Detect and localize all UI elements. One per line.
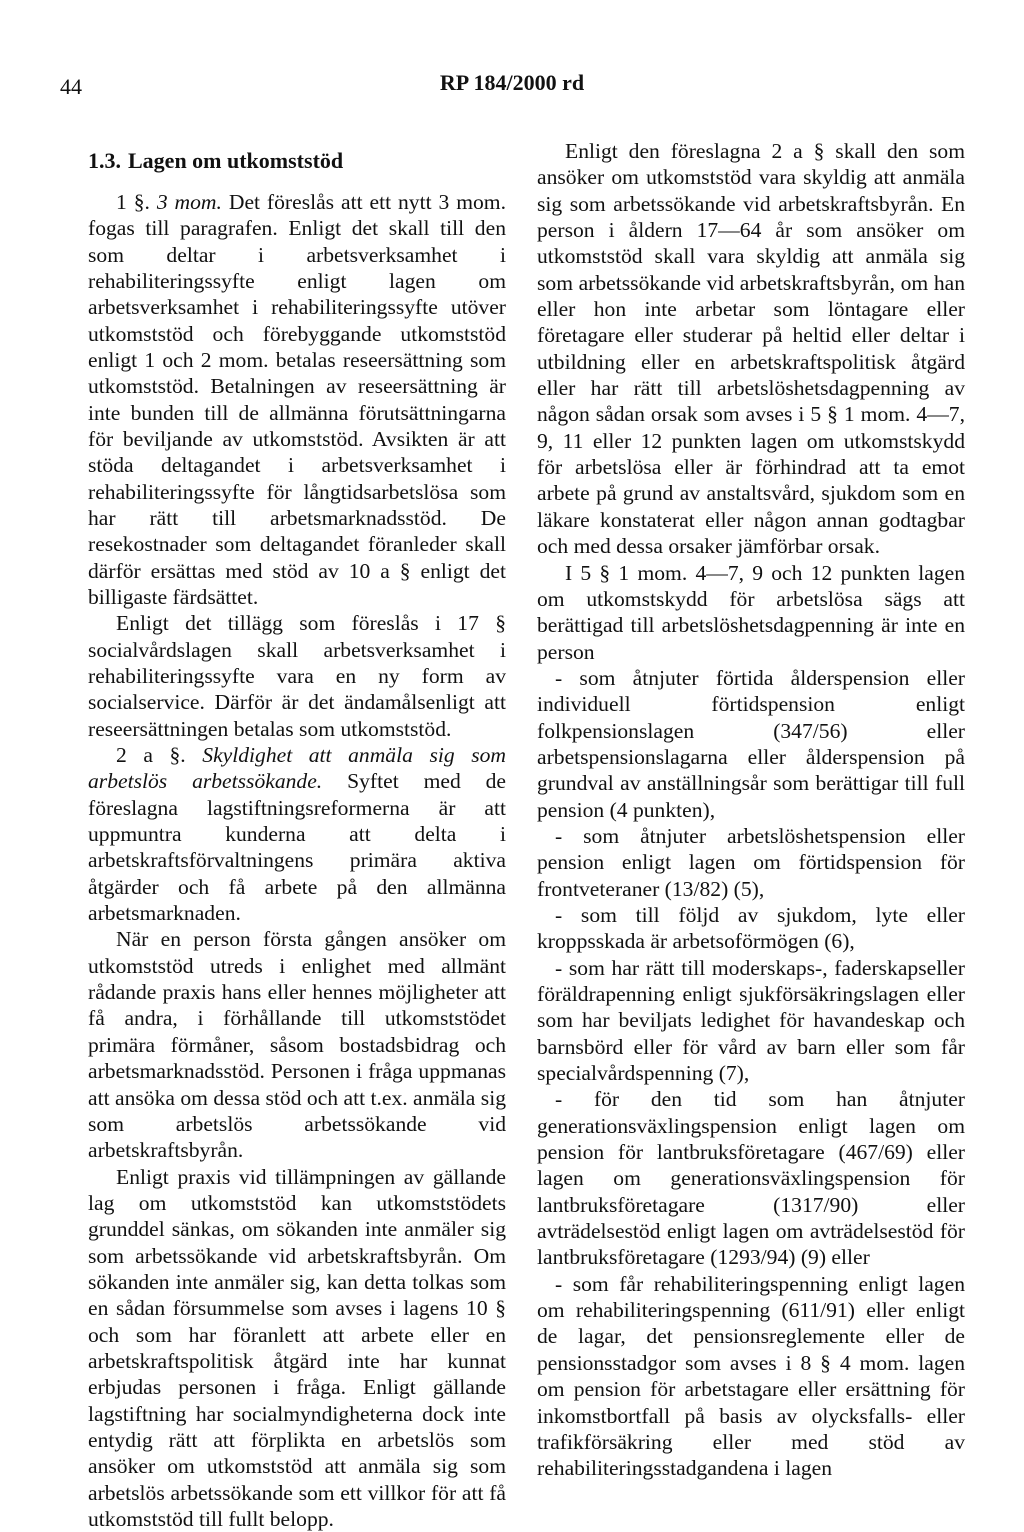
paragraph: Enligt den föreslagna 2 a § skall den som ansöker om utkomststöd vara skyldig att anmäla sig som arbetssökande vid arbetskraftsbyrån. En person i åldern 17—64 år som ansöker om utkomststöd skall vara skyldig att anmäla sig som arbetssökande vid arbetskraftsbyrån, om han eller hon inte arbetar som löntagare eller företagare eller studerar på heltid eller deltar i utbildning eller en arbetskraftspolitisk åtgärd eller har rätt till arbetslöshetsdagpenning av någon sådan orsak som avses i 5 § 1 mom. 4—7, 9, 11 eller 12 punkten lagen om utkomstskydd för arbetslösa eller är förhindrad att ta emot arbete på grund av anstaltsvård, sjukdom som en läkare konstaterat eller någon annan godtagbar och med dessa orsaker jämförbar orsak. (537, 139, 965, 559)
paragraph (88, 742, 506, 926)
paragraph-italic: Skyldighet att anmäla sig som arbetslös arbetssökande. (88, 743, 507, 794)
page-number: 44 (60, 74, 82, 99)
paragraph-prefix: 1 §. (116, 189, 150, 214)
right-column (537, 138, 965, 1482)
list-item: - som åtnjuter förtida ålderspension eller individuell förtidspension enligt folkpensionslagen (347/56) eller arbetspensionslagarna eller ålderspension på grundval av anställningsår som berättigar till full pension (4 punkten), (537, 665, 965, 822)
list-item: - som åtnjuter arbetslöshetspension eller pension enligt lagen om förtidspension för frontveteraner (13/82) (5), (537, 823, 965, 901)
list-item: - som får rehabiliteringspenning enligt lagen om rehabiliteringspenning (611/91) eller enligt de lagar, det pensionsreglemente eller de pensionsstadgor som avses i 8 § 4 mom. lagen om pension för arbetstagare eller ersättning för inkomstbortfall på basis av olycksfalls- eller trafikförsäkring eller med stöd av rehabiliteringsstadgandena i lagen (537, 1271, 965, 1481)
paragraph: I 5 § 1 mom. 4—7, 9 och 12 punkten lagen om utkomstskydd för arbetslösa sägs att berättigad till arbetslöshetsdagpenning är inte en person (537, 560, 965, 664)
paragraph-text: Det föreslås att ett nytt 3 mom. fogas till paragrafen. Enligt det skall till den som deltar i arbetsverksamhet i rehabiliteringssyfte enligt lagen om arbetsverksamhet i rehabiliteringssyfte utöver utkomststöd och förebyggande utkomststöd enligt 1 och 2 mom. betalas reseersättning som utkomststöd. Betalningen av reseersättning är inte bunden till de allmänna förutsättningarna för beviljande av utkomststöd. Avsikten är att stöda deltagandet i arbetsverksamhet i rehabiliteringssyfte för långtidsarbetslösa som har rätt till arbetsmarknadsstöd. De resekostnader som deltagandet föranleder skall därför ersättas med stöd av 10 a § enligt det billigaste färdsättet. (88, 189, 506, 609)
list-item: - som har rätt till moderskaps-, faderskapseller föräldrapenning enligt sjukförsäkringslagen eller som har beviljats ledighet för havandeskap och barnsbörd eller för vård av barn eller som får specialvårdspenning (7), (537, 955, 965, 1086)
paragraph: Enligt praxis vid tillämpningen av gällande lag om utkomststöd kan utkomststödets grunddel sänkas, om sökanden inte anmäler sig som arbetssökande vid arbetskraftsbyrån. Om sökanden inte anmäler sig, kan detta tolkas som en sådan försummelse som avses i lagens 10 § och som har föranlett att arbete eller en arbetskraftspolitisk åtgärd inte har kunnat erbjudas personen i fråga. Enligt gällande lagstiftning har socialmyndigheterna dock inte entydig rätt att förplikta en arbetslös som ansöker om utkomststöd att anmäla sig som arbetslös arbetssökande som ett villkor för att få utkomststöd till fullt belopp. (88, 1164, 506, 1532)
list-item: - för den tid som han åtnjuter generationsväxlingspension enligt lagen om pension för lantbruksföretagare (467/69) eller lagen om generationsväxlingspension för lantbruksföretagare (1317/90) eller avträdelsestöd enligt lagen om avträdelsestöd för lantbruksföretagare (1293/94) (9) eller (537, 1087, 965, 1270)
list-item: - som till följd av sjukdom, lyte eller kroppsskada är arbetsoförmögen (6), (537, 902, 965, 954)
paragraph-prefix: 2 a §. (116, 743, 186, 768)
left-column (88, 138, 506, 1532)
paragraph: Enligt det tillägg som föreslås i 17 § socialvårdslagen skall arbetsverksamhet i rehabiliteringssyfte vara en ny form av socialservice. Därför är det ändamålsenligt att reseersättningen betalas som utkomststöd. (88, 611, 506, 741)
document-title: RP 184/2000 rd (439, 70, 585, 95)
paragraph-italic: 3 mom. (156, 189, 222, 214)
paragraph (88, 189, 506, 611)
paragraph: När en person första gången ansöker om utkomststöd utreds i enlighet med allmänt rådande praxis hans eller hennes möjligheter att få andra, i förhållande till utkomststödet primära förmåner, såsom bostadsbidrag och arbetsmarknadsstöd. Personen i fråga uppmanas att ansöka om dessa stöd och att t.ex. anmäla sig som arbetslös arbetssökande vid arbetskraftsbyrån. (88, 927, 506, 1163)
paragraph-text: Syftet med de föreslagna lagstiftningsreformerna är att uppmuntra kunderna att delta i arbetskraftsförvaltningens primära aktiva åtgärder och få arbete på den allmänna arbetsmarknaden. (88, 769, 507, 926)
section-title: Lagen om utkomststöd (128, 148, 344, 173)
section-heading (88, 148, 506, 175)
section-number: 1.3. (88, 148, 121, 173)
